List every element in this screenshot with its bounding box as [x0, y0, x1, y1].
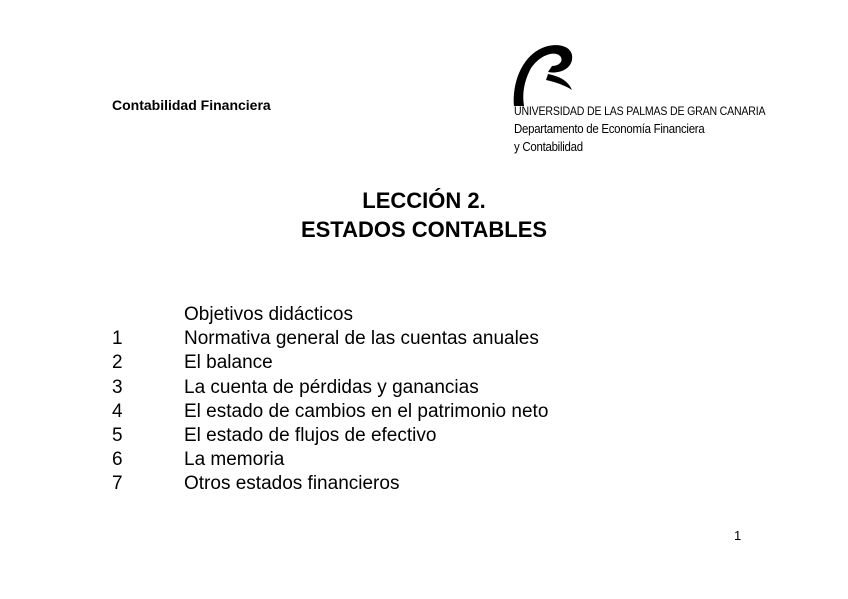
university-line-2: Departamento de Economía Financiera [514, 121, 705, 136]
item-number: 1 [112, 328, 123, 350]
lesson-title: LECCIÓN 2. [362, 188, 486, 213]
page-number: 1 [734, 528, 742, 543]
course-title: Contabilidad Financiera [112, 97, 271, 113]
item-text: La memoria [184, 449, 285, 471]
university-logo-icon [508, 40, 578, 108]
item-text: El estado de flujos de efectivo [184, 424, 437, 446]
item-text: Otros estados financieros [184, 473, 400, 495]
item-number: 5 [112, 424, 123, 446]
item-text: Normativa general de las cuentas anuales [184, 328, 539, 350]
item-number: 2 [112, 352, 123, 374]
item-number: 4 [112, 400, 123, 422]
lesson-subtitle: ESTADOS CONTABLES [300, 217, 548, 242]
item-number: 6 [112, 449, 123, 471]
university-line-3: y Contabilidad [514, 139, 583, 154]
item-text: La cuenta de pérdidas y ganancias [184, 376, 479, 398]
item-number: 3 [112, 376, 123, 398]
item-text: Objetivos didácticos [184, 304, 353, 325]
item-text: El balance [184, 352, 273, 374]
university-name [514, 102, 765, 156]
item-number: 7 [112, 473, 123, 495]
university-line-1: UNIVERSIDAD DE LAS PALMAS DE GRAN CANARIA [514, 104, 766, 118]
item-text: El estado de cambios en el patrimonio neto [184, 400, 549, 422]
